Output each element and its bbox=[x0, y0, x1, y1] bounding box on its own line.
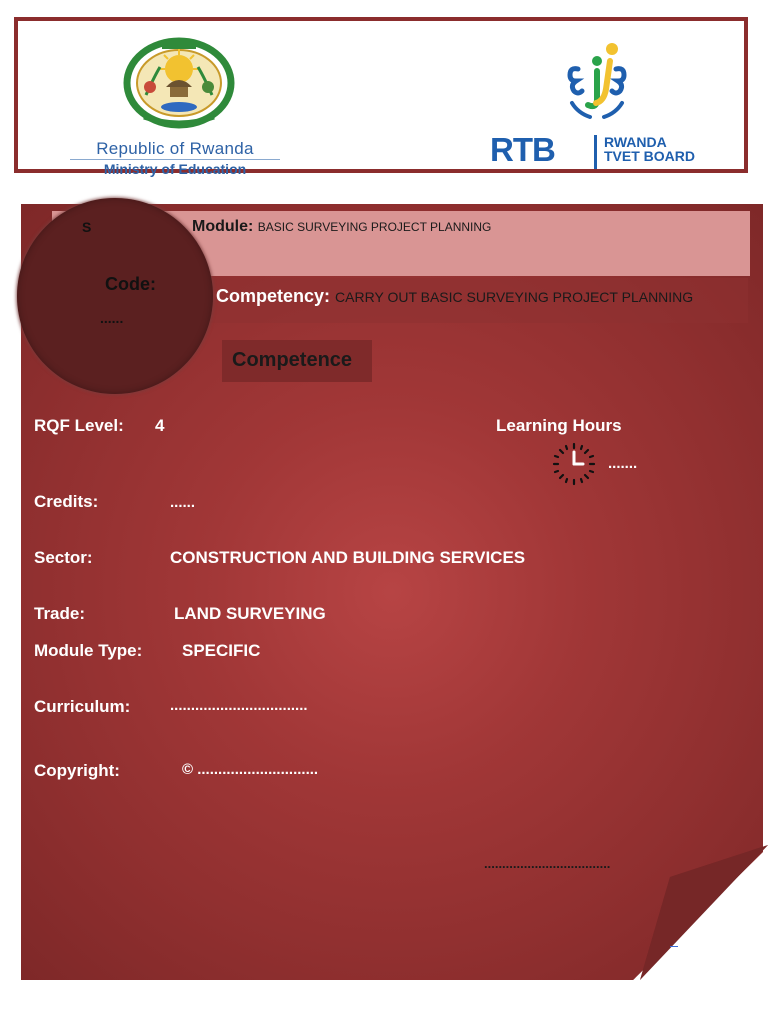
credits-label: Credits: bbox=[34, 492, 99, 511]
trade-label: Trade: bbox=[34, 604, 86, 623]
module-heading bbox=[192, 218, 491, 236]
page-curl-corner bbox=[640, 845, 768, 980]
copyright-value: © ............................. bbox=[182, 761, 319, 778]
credits-value: ...... bbox=[170, 494, 196, 511]
clock-icon bbox=[551, 442, 597, 486]
code-circle bbox=[17, 198, 213, 394]
copyright-label: Copyright: bbox=[34, 761, 120, 780]
rqf-level-value: 4 bbox=[155, 416, 165, 435]
gov-title-line1: Republic of Rwanda bbox=[96, 139, 254, 158]
competency-heading bbox=[216, 286, 693, 307]
code-label: Code: bbox=[105, 274, 156, 294]
header-logo-box bbox=[14, 17, 748, 177]
signature-line: ................................... bbox=[484, 856, 611, 871]
curriculum-label: Curriculum: bbox=[34, 697, 131, 716]
ministry-logo bbox=[70, 35, 280, 177]
module-label: Module: bbox=[192, 218, 254, 235]
sector-label: Sector: bbox=[34, 548, 93, 567]
module-type-value: SPECIFIC bbox=[182, 641, 261, 660]
learning-hours-value: ....... bbox=[608, 455, 638, 472]
rtb-sub-line2: TVET BOARD bbox=[604, 148, 695, 164]
competence-title: Competence bbox=[232, 349, 353, 371]
competency-value: CARRY OUT BASIC SURVEYING PROJECT PLANNING bbox=[335, 289, 694, 305]
learning-hours-label: Learning Hours bbox=[496, 416, 622, 435]
rtb-logo bbox=[488, 35, 718, 168]
rtb-acronym: RTB bbox=[490, 131, 555, 168]
rtb-gear-icon bbox=[552, 39, 642, 129]
trade-value: LAND SURVEYING bbox=[174, 604, 326, 623]
rtb-sub-line1: RWANDA bbox=[604, 134, 667, 150]
rtb-divider bbox=[594, 135, 597, 169]
circle-letter: S bbox=[82, 219, 92, 235]
module-value: BASIC SURVEYING PROJECT PLANNING bbox=[257, 220, 492, 234]
module-type-label: Module Type: bbox=[34, 641, 143, 660]
gov-title-line2: Ministry of Education bbox=[70, 159, 280, 177]
rwanda-coat-of-arms-icon bbox=[120, 37, 238, 133]
sector-value: CONSTRUCTION AND BUILDING SERVICES bbox=[170, 548, 526, 567]
competency-label: Competency: bbox=[216, 286, 331, 306]
rtb-full-name bbox=[604, 135, 695, 163]
code-value: ...... bbox=[100, 310, 124, 326]
blue-mark bbox=[670, 946, 678, 947]
curriculum-value: ................................. bbox=[170, 697, 308, 714]
rqf-level-label: RQF Level: bbox=[34, 416, 124, 435]
